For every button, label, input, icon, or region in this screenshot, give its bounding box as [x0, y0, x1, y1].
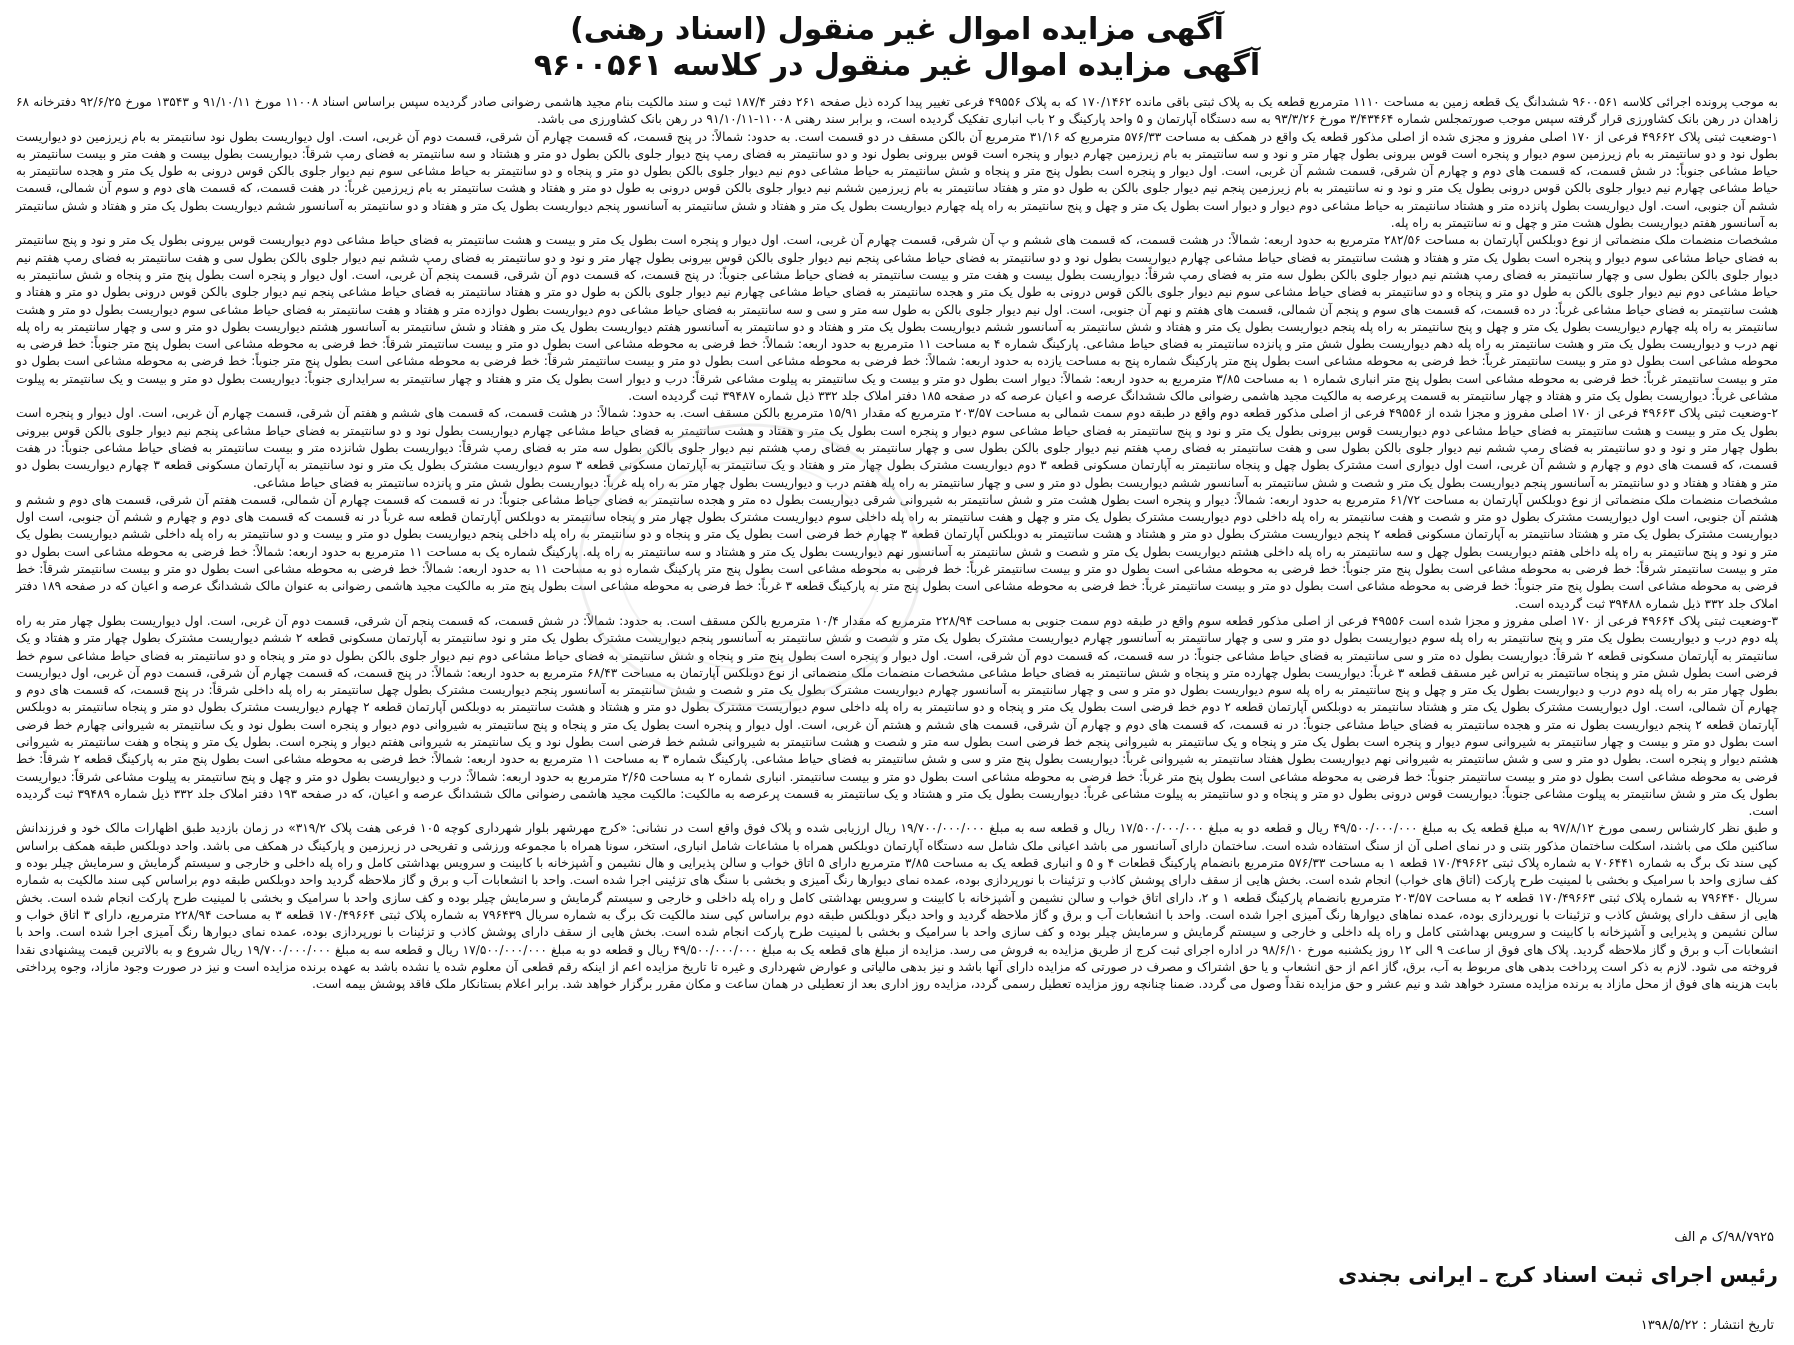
- item-1-annex-paragraph: مشخصات منضمات ملک منضماتی از نوع دوبلکس آپارتمان به مساحت ۲۸۲/۵۶ مترمربع به حدود اربعه: شمالاً: در هشت قسمت، که قسمت های ششم و پ آن شرقی، قسمت چهارم آن غربی، است. اول دیوار و پنجره است بطول یک متر و بیست و هشت سانتیمتر به فضای حیاط مشاعی دوم دیواریست قوس بیرونی بطول یک متر و نود و پنج سانتیمتر به فضای حیاط مشاعی سوم دیوار و پنجره است بطول یک متر و هفتاد و هشت سانتیمتر به فضای حیاط مشاعی چهارم دیواریست بطول نود و دو سانتیمتر به فضای حیاط مشاعی پنجم نیم دیوار جلوی بالکن قوس بیرونی بطول چهار متر و نود و دو سانتیمتر به فضای رمپ ششم نیم دیوار جلوی بالکن بطول سی و هفت سانتیمتر به فضای رمپ هفتم نیم دیوار جلوی بالکن بطول سی و چهار سانتیمتر به فضای رمپ هشتم نیم دیوار جلوی بالکن بطول سه متر به فضای رمپ شرقاً: دیواریست بطول بیست و هفت متر و بیست سانتیمتر به فضای حیاط مشاعی جنوباً: در پنج قسمت، که قسمت دوم آن شرقی، قسمت پنجم آن غربی، است. اول دیوار و پنجره است بطول پنج متر و پنجاه و شش سانتیمتر به حیاط مشاعی دوم نیم دیوار جلوی بالکن به طول دو متر و پنجاه و دو سانتیمتر به فضای حیاط مشاعی سوم نیم دیوار جلوی بالکن قوس درونی به طول یک متر و هجده سانتیمتر به فضای حیاط مشاعی چهارم نیم دیوار جلوی بالکن به طول دو متر و هفتاد سانتیمتر به فضای حیاط مشاعی پنجم نیم دیوار جلوی بالکن قوس درونی بطول دو متر و هفتاد و هشت سانتیمتر به فضای حیاط مشاعی غرباً: در ده قسمت، که قسمت های سوم و پنجم آن شمالی، قسمت های هفتم و نهم آن جنوبی، است. اول نیم دیوار جلوی بالکن به طول سه متر و سی و سه سانتیمتر به فضای حیاط مشاعی دوم دیواریست بطول دوازده متر و هفتاد و هفت سانتیمتر به فضای حیاط مشاعی سوم دیواریست بطول دو متر و هشت سانتیمتر به راه پله چهارم دیواریست بطول یک متر و چهل و پنج سانتیمتر به راه پله پنجم دیواریست بطول یک متر و هفتاد و شش سانتیمتر به آسانسور ششم دیواریست بطول یک متر و هفتاد و دو سانتیمتر به آسانسور هفتم دیواریست بطول یک متر و هفتاد و شش سانتیمتر به آسانسور هشتم دیواریست بطول دو متر و سی و چهار سانتیمتر به راه پله نهم درب و دیواریست بطول یک متر و هشت سانتیمتر به راه پله دهم دیواریست بطول شش متر و پانزده سانتیمتر به فضای حیاط مشاعی. پارکینگ شماره ۴ به مساحت ۱۱ مترمربع به حدود اربعه: شمالاً: خط فرضی به محوطه مشاعی است بطول دو متر و بیست سانتیمتر شرقاً: خط فرضی به محوطه مشاعی است بطول پنج متر جنوباً: خط فرضی به محوطه مشاعی است بطول دو متر و بیست سانتیمتر غرباً: خط فرضی به محوطه مشاعی است بطول پنج متر پارکینگ شماره پنج به مساحت یازده به حدود اربعه: شمالاً: خط فرضی به محوطه مشاعی است بطول دو متر و بیست سانتیمتر شرقاً: خط فرضی به محوطه مشاعی است بطول پنج متر جنوباً: خط فرضی به محوطه مشاعی است بطول دو متر و بیست سانتیمتر غرباً: خط فرضی به محوطه مشاعی است بطول پنج متر انباری شماره ۱ به مساحت ۳/۸۵ مترمربع به حدود اربعه: شمالاً: دیوار است بطول دو متر و بیست و یک سانتیمتر به پیلوت مشاعی شرقاً: درب و دیوار است بطول یک متر و هفتاد و چهار سانتیمتر به سرایداری جنوباً: دیواریست بطول دو متر و بیست و یک سانتیمتر به پیلوت مشاعی غرباً: دیواریست بطول یک متر و هفتاد و چهار سانتیمتر به قسمت پرعرصه به مالکیت مجید هاشمی رضوانی مالک ششدانگ عرصه و اعیان عرصه که در صفحه ۱۸۵ دفتر املاک جلد ۳۳۲ ذیل شماره ۳۹۴۸۷ ثبت گردیده است.: [16, 233, 1778, 404]
- notice-title-2: آگهی مزایده اموال غیر منقول در کلاسه ۹۶۰۰۵۶۱: [533, 48, 1261, 83]
- intro-paragraph: به موجب پرونده اجرائی کلاسه ۹۶۰۰۵۶۱ ششدانگ یک قطعه زمین به مساحت ۱۱۱۰ مترمربع قطعه یک به پلاک ثبتی باقی مانده ۱۷۰/۱۴۶۲ که به پلاک ۴۹۵۵۶ فرعی تغییر پیدا کرده ذیل صفحه ۲۶۱ دفتر ۱۸۷/۴ ثبت و سند مالکیت بنام مجید هاشمی رضوانی صادر گردیده سپس براساس اسناد ۱۱۰۰۸ مورخ ۹۱/۱۰/۱۱ و ۱۳۵۴۳ مورخ ۹۲/۶/۲۵ دفترخانه ۶۸ زاهدان در رهن بانک کشاورزی قرار گرفته سپس موجب صورتمجلس شماره ۳/۴۳۴۶۴ مورخ ۹۳/۳/۲۶ به سه دستگاه آپارتمان و ۵ واحد پارکینگ و ۲ باب انباری تفکیک گردیده است، و برابر سند رهنی ۱۱۰۰۸-۹۱/۱۰/۱۱ در رهن بانک کشاورزی می باشد.: [16, 95, 1779, 127]
- item-2-annex-paragraph: مشخصات منضمات ملک منضماتی از نوع دوبلکس آپارتمان به مساحت ۶۱/۷۲ مترمربع به حدود اربعه: شمالاً: دیوار و پنجره است بطول هشت متر و شش سانتیمتر به شیروانی شرقی دیواریست بطول ده متر و هجده سانتیمتر به فضای حیاط مشاعی جنوباً: در نه قسمت که قسمت چهارم آن شمالی، قسمت هفتم آن شرقی، قسمت های دوم و ششم و هشتم آن جنوبی، است اول دیواریست مشترک بطول دو متر و شصت و هفت سانتیمتر به راه پله داخلی دوم دیواریست مشترک بطول یک متر و چهل و هفت سانتیمتر به راه پله داخلی سوم دیواریست مشترک بطول چهار متر و پنجاه سانتیمتر به دوبلکس آپارتمان قطعه سه غرباً در نه قسمت که قسمت های دوم و چهارم و ششم آن جنوبی، است اول دیواریست مشترک بطول یک متر و هشتاد سانتیمتر به آپارتمان مسکونی قطعه ۲ پنجم دیواریست مشترک بطول دو متر و هشتاد و هشت سانتیمتر به دوبلکس آپارتمان قطعه ۳ چهارم خط فرضی است بطول یک متر و پنجاه و دو سانتیمتر به راه پله داخلی پنجم دیواریست بطول دو متر و بیست و دو سانتیمتر به راه پله داخلی ششم دیواریست بطول یک متر و نود و پنج سانتیمتر به راه پله داخلی هفتم دیواریست بطول چهل و سه سانتیمتر به راه پله داخلی هشتم دیواریست بطول یک متر و شصت و شش سانتیمتر به آسانسور نهم دیواریست بطول یک متر و هشتاد و سه سانتیمتر به راه پله. پارکینگ شماره یک به مساحت ۱۱ مترمربع به حدود اربعه: شمالاً: خط فرضی به محوطه مشاعی است بطول دو متر و بیست سانتیمتر شرقاً: خط فرضی به محوطه مشاعی است بطول پنج متر جنوباً: خط فرضی به محوطه مشاعی است بطول دو متر و بیست سانتیمتر غرباً: خط فرضی به محوطه مشاعی است بطول پنج متر پارکینگ شماره دو به مساحت ۱۱ به حدود اربعه: شمالاً: خط فرضی به محوطه مشاعی است بطول دو متر و بیست سانتیمتر شرقاً: خط فرضی به محوطه مشاعی است بطول پنج متر جنوباً: خط فرضی به محوطه مشاعی است بطول دو متر و بیست سانتیمتر غرباً: خط فرضی به محوطه مشاعی است بطول پنج متر به پارکینگ قطعه ۳ غرباً: خط فرضی به محوطه مشاعی است بطول پنج متر به مالکیت مجید هاشمی رضوانی به عنوان مالک ششدانگ عرصه و اعیان که در صفحه ۱۸۹ دفتر املاک جلد ۳۳۲ ذیل شماره ۳۹۴۸۸ ثبت گردیده است.: [16, 492, 1779, 611]
- publication-date: تاریخ انتشار : ۱۳۹۸/۵/۲۲: [1640, 1318, 1774, 1333]
- item-3-paragraph: ۳-وضعیت ثبتی پلاک ۴۹۶۶۴ فرعی از ۱۷۰ اصلی مفروز و مجزا شده است ۴۹۵۵۶ فرعی از اصلی مذکور قطعه سوم واقع در طبقه دوم سمت جنوبی به مساحت ۲۲۸/۹۴ مترمربع که مقدار ۱۰/۴ مترمربع بالکن مسقف است. به حدود: شمالاً: در شش قسمت، که قسمت پنجم آن شرقی، قسمت دوم آن غربی، است. اول دیواریست بطول چهار متر به راه پله دوم درب و دیواریست بطول یک متر و پنج سانتیمتر به راه پله سوم دیواریست بطول دو متر و سی و چهار سانتیمتر به آسانسور چهارم دیواریست مشترک بطول یک متر و شصت و شش سانتیمتر به آسانسور پنجم دیواریست مشترک بطول یک متر و نود سانتیمتر به آپارتمان مسکونی قطعه ۲ ششم دیواریست مشترک بطول چهار متر و هفتاد و یک سانتیمتر به آپارتمان مسکونی قطعه ۲ شرقاً: دیواریست بطول ده متر و سی سانتیمتر به فضای حیاط مشاعی جنوباً: در سه قسمت، که قسمت دوم آن شرقی، است. اول دیوار و پنجره است بطول پنج متر و پنجاه و شش سانتیمتر به فضای حیاط مشاعی دوم نیم دیوار جلوی بالکن بطول دو متر و پنجاه و دو سانتیمتر به فضای حیاط مشاعی سوم خط فرضی است بطول شش متر و پنجاه سانتیمتر به تراس غیر مسقف قطعه ۳ غرباً: دیواریست بطول چهارده متر و پنجاه و شش سانتیمتر به فضای حیاط مشاعی مشخصات منضمات ملک منضماتی از نوع دوبلکس آپارتمان به مساحت ۶۸/۴۳ مترمربع به حدود اربعه: شمالاً: در پنج قسمت، که قسمت چهارم آن شرقی، قسمت دوم آن غربی، اول دیواریست بطول چهار متر به راه پله دوم درب و دیواریست بطول یک متر و چهل و پنج سانتیمتر به راه پله سوم دیواریست بطول دو متر و سی و چهار سانتیمتر به آسانسور چهارم دیواریست مشترک بطول یک متر و شصت و شش سانتیمتر به آسانسور پنجم دیواریست مشترک بطول چهل سانتیمتر به راه پله داخلی شرقاً: در پنج قسمت، که قسمت های دوم و چهارم آن شمالی، است. اول دیواریست مشترک بطول یک متر و هشتاد سانتیمتر به دوبلکس آپارتمان قطعه ۲ دوم خط فرضی است بطول یک متر و پنجاه و دو سانتیمتر به راه پله داخلی سوم دیواریست مشترک بطول دو متر و هشتاد و هشت سانتیمتر به دوبلکس آپارتمان قطعه ۲ چهارم دیواریست مشترک بطول دو متر و پنجاه سانتیمتر به دوبلکس آپارتمان قطعه ۲ پنجم دیواریست بطول نه متر و هجده سانتیمتر به فضای حیاط مشاعی جنوباً: در نه قسمت، که قسمت های دوم و چهارم آن شرقی، قسمت های ششم و هشتم آن غربی، است. اول دیوار و پنجره است بطول یک متر و پنجاه و پنج سانتیمتر به شیروانی دوم دیوار و پنجره است بطول نود و یک سانتیمتر به شیروانی چهارم خط فرضی است بطول دو متر و بیست و چهار سانتیمتر به شیروانی سوم دیوار و پنجره است بطول یک متر و پنجاه و یک سانتیمتر به شیروانی پنجم خط فرضی است بطول سه متر و شصت و هشت سانتیمتر به شیروانی ششم خط فرضی است بطول نود و یک سانتیمتر به شیروانی هفتم دیوار و پنجره است. بطول یک متر و پنجاه و هفت سانتیمتر به شیروانی هشتم دیوار و پنجره است. بطول دو متر و سی و شش سانتیمتر به شیروانی نهم دیواریست بطول هفتاد سانتیمتر به شیروانی غرباً: دیواریست بطول پنج متر و سی و شش سانتیمتر به فضای حیاط مشاعی. پارکینگ شماره ۳ به مساحت ۱۱ مترمربع به حدود اربعه: شمالاً: خط فرضی به محوطه مشاعی است بطول پنج متر به پارکینگ قطعه ۲ شرقاً: خط فرضی به محوطه مشاعی است بطول دو متر و بیست سانتیمتر جنوباً: خط فرضی به محوطه مشاعی است بطول پنج متر غرباً: خط فرضی به محوطه مشاعی است بطول دو متر و بیست سانتیمتر. انباری شماره ۲ به مساحت ۲/۶۵ مترمربع به حدود اربعه: شمالاً: درب و دیواریست بطول دو متر و چهل و پنج سانتیمتر به پیلوت مشاعی شرقاً: دیواریست بطول یک متر و شش سانتیمتر به پیلوت مشاعی جنوباً: دیواریست قوس درونی بطول دو متر و پنجاه و دو سانتیمتر به پیلوت مشاعی غرباً: دیواریست بطول یک متر و هشتاد و یک سانتیمتر به قسمت پرعرصه به مالکیت: مالکیت مجید هاشمی رضوانی مالک ششدانگ عرصه و اعیان، که در صفحه ۱۹۳ دفتر املاک جلد ۳۳۲ ذیل شماره ۳۹۴۸۹ ثبت گردیده است.: [16, 613, 1779, 819]
- item-2-paragraph: ۲-وضعیت ثبتی پلاک ۴۹۶۶۳ فرعی از ۱۷۰ اصلی مفروز و مجزا شده از ۴۹۵۵۶ فرعی از اصلی مذکور قطعه دوم واقع در طبقه دوم سمت شمالی به مساحت ۲۰۳/۵۷ مترمربع که مقدار ۱۵/۹۱ مترمربع بالکن مسقف است. به حدود: شمالاً: در هشت قسمت، که قسمت های ششم و هفتم آن شرقی، قسمت چهارم آن غربی، است. اول دیوار و پنجره است بطول یک متر و بیست و هشت سانتیمتر به فضای حیاط مشاعی دوم دیواریست قوس بیرونی بطول یک متر و نود و پنج سانتیمتر به فضای حیاط مشاعی سوم دیوار و پنجره است بطول یک متر و هفتاد و هشت سانتیمتر به فضای حیاط مشاعی چهارم دیواریست بطول نود و دو سانتیمتر به فضای حیاط مشاعی پنجم نیم دیوار جلوی بالکن قوس بیرونی بطول چهار متر و نود و دو سانتیمتر به فضای رمپ ششم نیم دیوار جلوی بالکن بطول سی و هفت سانتیمتر به فضای رمپ هفتم نیم دیوار جلوی بالکن بطول سی و چهار سانتیمتر به فضای رمپ هشتم نیم دیوار جلوی بالکن بطول سه متر به فضای رمپ شرقاً: دیواریست بطول شانزده متر و بیست سانتیمتر به فضای حیاط مشاعی جنوباً: در هفت قسمت، که قسمت های دوم و چهارم و ششم آن غربی، است اول دیواری است مشترک بطول چهل و پنجاه سانتیمتر به آپارتمان مسکونی قطعه ۳ دوم دیواریست مشترک بطول چهار متر و هفتاد و یک سانتیمتر به آپارتمان مسکونی قطعه ۳ سوم دیواریست مشترک بطول یک متر و نود سانتیمتر به آپارتمان مسکونی قطعه ۳ چهارم دیواریست بطول دو متر و هفتاد و هفتاد و دو سانتیمتر به آسانسور پنجم دیواریست بطول یک متر و شصت و شش سانتیمتر به آسانسور ششم دیواریست بطول دو متر و سی و چهار سانتیمتر به راه پله هفتم درب و دیواریست بطول چهار متر به راه پله غرباً: دیواریست بطول شش متر و پانزده سانتیمتر به فضای حیاط مشاعی.: [16, 406, 1778, 490]
- notice-title-1: آگهی مزایده اموال غیر منقول (اسناد رهنی): [570, 12, 1224, 47]
- notice-body: [16, 94, 1778, 993]
- reference-code: ۹۸/۷۹۲۵/ک م الف: [1674, 1230, 1774, 1245]
- item-1-paragraph: ۱-وضعیت ثبتی پلاک ۴۹۶۶۲ فرعی از ۱۷۰ اصلی مفروز و مجزی شده از اصلی مذکور قطعه یک واقع در همکف به مساحت ۵۷۶/۳۳ مترمربع که ۳۱/۱۶ مترمربع آن بالکن مسقف در دو قسمت است. به حدود: شمالاً: در پنج قسمت، که قسمت چهارم آن شرقی، قسمت دوم آن غربی، است. اول دیواریست بطول نود سانتیمتر به بام زیرزمین دو دیواریست بطول نود و دو سانتیمتر به بام زیرزمین سوم دیوار و پنجره است قوس بیرونی بطول چهار متر و نود و سه سانتیمتر به بام زیرزمین چهارم دیوار و پنجره است قوس بیرونی بطول نود و دو سانتیمتر به فضای رمپ پنج دیوار جلوی بالکن بطول دو متر و هشتاد و سه سانتیمتر به فضای رمپ شرقاً: دیواریست بطول بیست و هفت متر و بیست سانتیمتر به حیاط مشاعی جنوباً: در شش قسمت، که قسمت های دوم و چهارم آن شرقی، قسمت ششم آن غربی، است. اول دیوار و پنجره است بطول پنج متر و پنجاه و شش سانتیمتر به حیاط مشاعی دوم نیم دیوار جلوی بالکن بطول دو متر و پنجاه و دو سانتیمتر به حیاط مشاعی سوم نیم دیوار جلوی بالکن قوس درونی به طول یک متر و هجده سانتیمتر به حیاط مشاعی چهارم نیم دیوار جلوی بالکن قوس درونی بطول یک متر و نود و نه سانتیمتر به بام زیرزمین پنجم نیم دیوار جلوی بالکن به طول دو متر و هفتاد سانتیمتر به بام زیرزمین ششم نیم دیوار جلوی بالکن قوس درونی به طول دو متر و هفتاد و هشت سانتیمتر به بام زیرزمین غرباً: در هفت قسمت، که قسمت های دوم و سوم آن شمالی، قسمت ششم آن جنوبی، است. اول دیواریست بطول پانزده متر و هشتاد سانتیمتر به حیاط مشاعی دوم دیوار و دیوار است بطول یک متر و چهل و پنج سانتیمتر به راه پله چهارم دیواریست بطول یک متر و هفتاد و شش سانتیمتر به آسانسور پنجم دیواریست بطول یک متر و هفتاد و دو سانتیمتر به آسانسور ششم دیواریست بطول یک متر و هفتاد و شش سانتیمتر به آسانسور هفتم دیواریست بطول هشت متر و چهل و نه سانتیمتر به راه پله.: [16, 129, 1778, 231]
- appraisal-paragraph: و طبق نظر کارشناس رسمی مورخ ۹۷/۸/۱۲ به مبلغ قطعه یک به مبلغ ۴۹/۵۰۰/۰۰۰/۰۰۰ ریال و قطعه دو به مبلغ ۱۷/۵۰۰/۰۰۰/۰۰۰ ریال و قطعه سه به مبلغ ۱۹/۷۰۰/۰۰۰/۰۰۰ ریال ارزیابی شده و پلاک فوق واقع است در نشانی: «کرج مهرشهر بلوار شهرداری کوچه ۱۰۵ فرعی هفت پلاک ۳۱۹/۲» در زمان بازدید طبق اظهارات مالک خود و فرزندانش ساکنین ملک می باشند، اسکلت ساختمان مذکور بتنی و در نمای اصلی آن از سنگ استفاده شده است. ساختمان دارای آسانسور می باشد اعیانی ملک شامل سه دستگاه آپارتمان دوبلکس همراه با مشاعات شامل انباری، استخر، سونا همراه با مجموعه ورزشی و تفریحی در زیرزمین و پارکینگ در همکف می باشد. واحد دوبلکس طبقه همکف براساس کپی سند تک برگ به شماره ۷۰۶۴۴۱ به شماره پلاک ثبتی ۱۷۰/۴۹۶۶۲ قطعه ۱ به مساحت ۵۷۶/۳۳ مترمربع بانضمام پارکینگ قطعات ۴ و ۵ و انباری قطعه یک به مساحت ۳/۸۵ مترمربع دارای ۵ اتاق خواب و سالن پذیرایی و هال نشیمن و آشپزخانه با کابینت و سرویس بهداشتی کامل و راه پله داخلی و خارجی و سیستم گرمایش و سرمایش چیلر بوده و کف سازی واحد با سرامیک و بخشی با لمینیت طرح پارکت (اتاق های خواب) انجام شده است. بخش هایی از سقف دارای پوشش کاذب و تزئینات با نورپردازی بوده، عمده نمای دیوارها رنگ آمیزی و بخشی با سنگ های تزئینی اجرا شده است. واحد با انشعابات آب و برق و گاز ملاحظه گردید واحد دوبلکس طبقه دوم براساس کپی سند مالکیت به شماره سریال ۷۹۶۴۴۰ به شماره پلاک ثبتی ۱۷۰/۴۹۶۶۳ قطعه ۲ به مساحت ۲۰۳/۵۷ مترمربع بانضمام پارکینگ قطعه ۱ و ۲، دارای اتاق خواب و سالن نشیمن و آشپزخانه با کابینت و سرویس بهداشتی کامل و راه پله داخلی و خارجی و سیستم گرمایش و سرمایش چیلر بوده و کف سازی واحد با سرامیک و بخشی با لمینیت طرح پارکت انجام شده است. بخش هایی از سقف دارای پوشش کاذب و تزئینات با نورپردازی بوده، عمده نماهای دیوارها رنگ آمیزی اجرا شده است. واحد با انشعابات آب و برق و گاز ملاحظه گردید و واحد دیگر دوبلکس طبقه دوم براساس کپی سند مالکیت تک برگ به شماره سریال ۷۹۶۴۳۹ به شماره پلاک ثبتی ۱۷۰/۴۹۶۶۴ قطعه ۳ به مساحت ۲۲۸/۹۴ مترمربع، دارای ۳ اتاق خواب و سالن نشیمن و پذیرایی و آشپزخانه با کابینت و سرویس بهداشتی کامل و راه پله داخلی و خارجی و سیستم گرمایش و سرمایش چیلر بوده و کف سازی واحد با سرامیک و بخشی با لمینیت طرح پارکت انجام شده است. بخش هایی از سقف دارای پوشش کاذب و تزئینات با نورپردازی بوده، عمده نمای دیوارها رنگ آمیزی اجرا شده است. واحد با انشعابات آب و برق و گاز ملاحظه گردید. پلاک های فوق از ساعت ۹ الی ۱۲ روز یکشنبه مورخ ۹۸/۶/۱۰ در اداره اجرای ثبت کرج از طریق مزایده به فروش می رسد. مزایده از مبلغ های قطعه یک به مبلغ ۴۹/۵۰۰/۰۰۰/۰۰۰ ریال و قطعه دو به مبلغ ۱۷/۵۰۰/۰۰۰/۰۰۰ ریال و قطعه سه به مبلغ ۱۹/۷۰۰/۰۰۰/۰۰۰ ریال شروع و به بالاترین قیمت پیشنهادی نقدا فروخته می شود. لازم به ذکر است پرداخت بدهی های مربوط به آب، برق، گاز اعم از حق انشعاب و یا حق اشتراک و مصرف در صورتی که مزایده دارای آنها باشد و نیز بدهی مالیاتی و عوارض شهرداری و غیره تا تاریخ مزایده اعم از اینکه رقم قطعی آن معلوم شده یا نشده باشد به عهده برنده مزایده است و نیز در صورت وجود مازاد، وجوه پرداختی بابت هزینه های فوق از محل مازاد به برنده مزایده مسترد خواهد شد و نیم عشر و حق مزایده نقداً وصول می گردد. ضمنا چنانچه روز مزایده تعطیل رسمی گردد، مزایده روز اداری بعد از تعطیلی در همان ساعت و مکان مقرر برگزار خواهد شد. برابر اعلام بستانکار ملک فاقد پوشش بیمه است.: [16, 821, 1779, 992]
- signature-line: رئیس اجرای ثبت اسناد کرج ـ ایرانی بجندی: [1337, 1263, 1778, 1287]
